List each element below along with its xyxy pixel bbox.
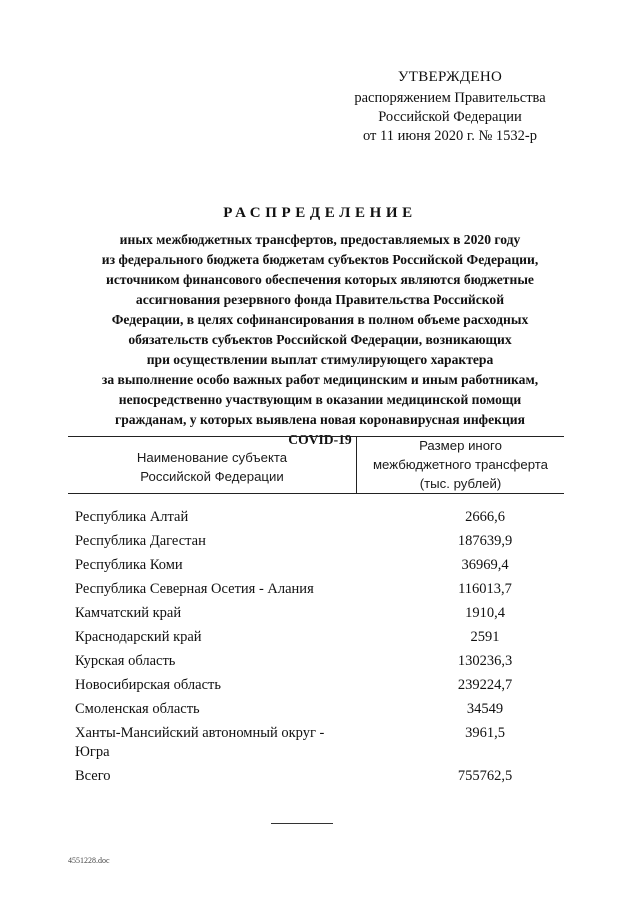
table-header	[68, 436, 564, 496]
subject-name	[75, 724, 355, 762]
column-header-subject-line: Наименование субъекта	[136, 450, 288, 465]
table-row	[75, 556, 575, 580]
transfer-amount: 36969,4	[461, 557, 509, 573]
subject-name: Республика Алтай	[75, 509, 189, 525]
subtitle-line: иных межбюджетных трансфертов, предоставляемых в 2020 году	[119, 232, 521, 247]
document-subtitle	[70, 230, 570, 450]
subtitle-line: COVID-19	[288, 432, 352, 447]
column-header-amount-line: Размер иного	[419, 438, 502, 453]
table-row	[75, 532, 575, 556]
transfer-amount: 187639,9	[457, 533, 513, 549]
document-title: РАСПРЕДЕЛЕНИЕ	[223, 205, 417, 221]
table-header-rule	[68, 493, 564, 494]
transfer-amount: 34549	[466, 701, 504, 717]
column-header-amount-line: (тыс. рублей)	[419, 476, 502, 491]
subject-name: Курская область	[75, 653, 176, 669]
approved-heading: УТВЕРЖДЕНО	[397, 69, 503, 85]
table-body	[75, 508, 575, 791]
table-row	[75, 652, 575, 676]
total-amount: 755762,5	[457, 768, 513, 784]
column-header-amount	[357, 436, 564, 493]
subject-name-line: Ханты-Мансийский автономный округ -	[75, 725, 325, 741]
transfer-amount: 116013,7	[458, 581, 512, 597]
subtitle-line: Федерации, в целях софинансирования в полном объеме расходных	[111, 312, 529, 327]
subject-name: Новосибирская область	[75, 677, 221, 693]
table-row	[75, 676, 575, 700]
subject-name: Республика Дагестан	[75, 533, 206, 549]
transfer-amount: 2591	[470, 629, 500, 645]
approval-block	[330, 68, 570, 146]
table-row	[75, 508, 575, 532]
subject-name: Смоленская область	[75, 701, 200, 717]
document-file-code: 4551228.doc	[68, 856, 110, 865]
subject-name: Краснодарский край	[75, 629, 202, 645]
transfer-amount: 1910,4	[465, 605, 505, 621]
transfer-amount: 3961,5	[465, 725, 505, 741]
table-row	[75, 700, 575, 724]
subtitle-line: гражданам, у которых выявлена новая коронавирусная инфекция	[115, 412, 525, 427]
subject-name: Камчатский край	[75, 605, 182, 621]
column-header-amount-line: межбюджетного трансферта	[372, 457, 548, 472]
approval-line-1: распоряжением Правительства	[354, 90, 546, 106]
table-row	[75, 604, 575, 628]
transfer-amount: 239224,7	[457, 677, 513, 693]
subject-name: Республика Коми	[75, 557, 183, 573]
subtitle-line: из федерального бюджета бюджетам субъектов Российской Федерации,	[101, 252, 539, 267]
column-header-subject-line: Российской Федерации	[140, 469, 284, 484]
subtitle-line: при осуществлении выплат стимулирующего характера	[146, 352, 494, 367]
approval-line-2: Российской Федерации	[378, 109, 522, 125]
subtitle-line: за выполнение особо важных работ медицинским и иным работникам,	[101, 372, 539, 387]
subject-name: Республика Северная Осетия - Алания	[75, 581, 314, 597]
approval-date-number: от 11 июня 2020 г. № 1532-р	[363, 128, 537, 144]
subtitle-line: ассигнования резервного фонда Правительства Российской	[135, 292, 505, 307]
total-row	[75, 767, 575, 791]
subtitle-line: непосредственно участвующим в оказании медицинской помощи	[118, 392, 522, 407]
table-row	[75, 580, 575, 604]
column-header-subject	[68, 448, 356, 486]
total-label: Всего	[75, 768, 111, 784]
subtitle-line: источником финансового обеспечения которых являются бюджетные	[106, 272, 534, 287]
subtitle-line: обязательств субъектов Российской Федерации, возникающих	[128, 332, 512, 347]
table-row	[75, 628, 575, 652]
transfer-amount: 2666,6	[465, 509, 505, 525]
subject-name-line: Югра	[75, 744, 110, 760]
closing-rule	[271, 823, 333, 824]
table-row	[75, 724, 575, 767]
transfer-amount: 130236,3	[457, 653, 513, 669]
